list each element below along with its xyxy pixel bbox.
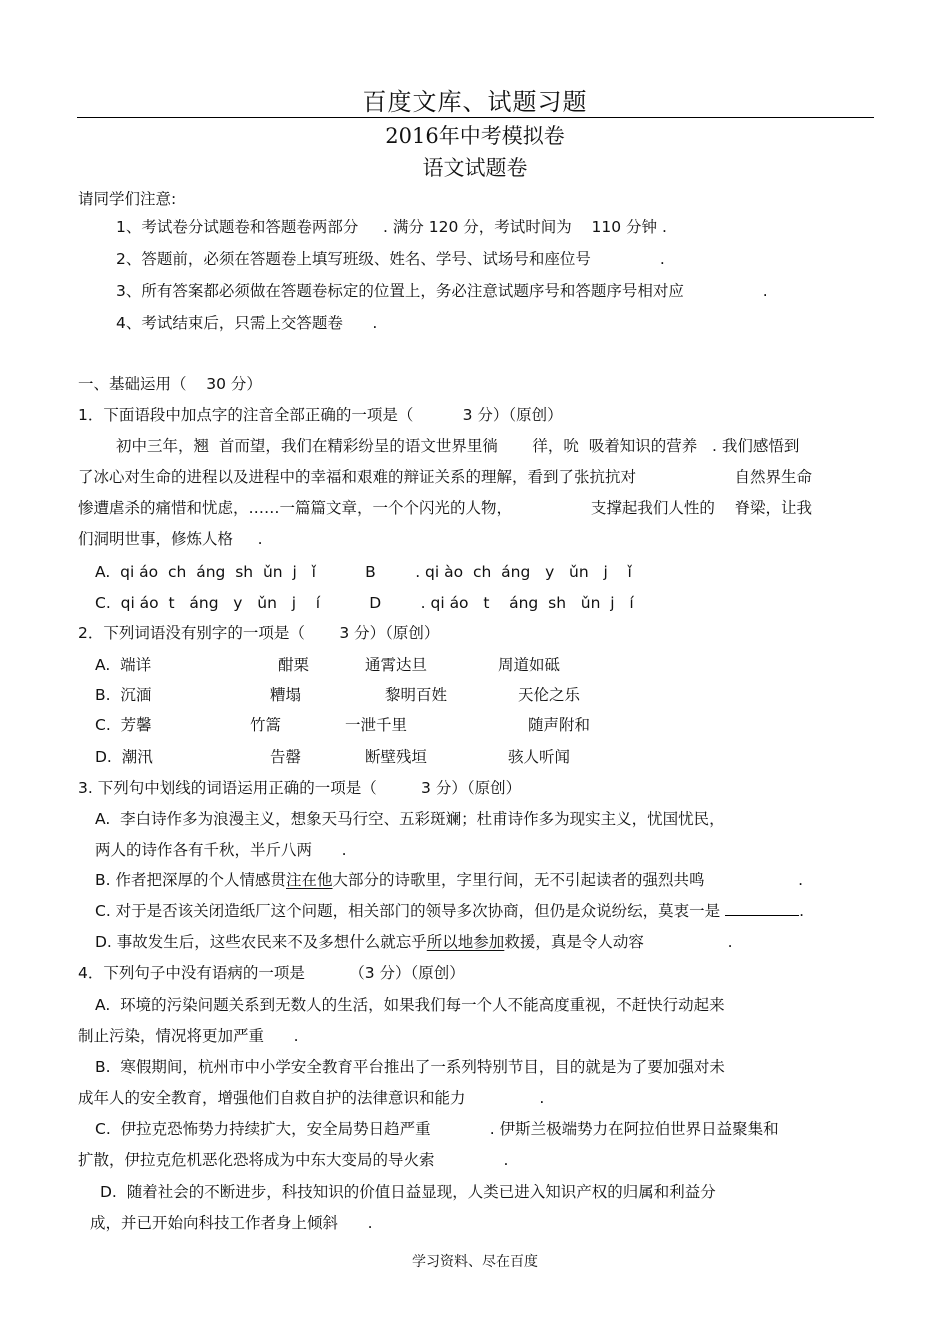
q3-d-underlined: 所以地参加 bbox=[426, 933, 505, 951]
q2-word: 黎明百姓 bbox=[385, 686, 448, 704]
q3-d-text: D. 事故发生后，这些农民来不及多想什么就忘乎 bbox=[95, 933, 427, 951]
header-divider bbox=[77, 117, 874, 118]
notice-item: 1、考试卷分试题卷和答题卷两部分 . 满分 120 分，考试时间为 110 分钟 . bbox=[116, 218, 667, 236]
section-heading: 一、基础运用（ 30 分） bbox=[78, 375, 262, 393]
q4-line: D. 随着社会的不断进步，科技知识的价值日益显现，人类已进入知识产权的归属和利益分 bbox=[100, 1183, 716, 1201]
q2-word: 天伦之乐 bbox=[518, 686, 581, 704]
exam-title: 2016年中考模拟卷 bbox=[385, 124, 565, 148]
notice-item: 3、所有答案都必须做在答题卷标定的位置上，务必注意试题序号和答题序号相对应 . bbox=[116, 282, 768, 300]
q3-a-end: . bbox=[312, 841, 347, 859]
q4-line: C. 伊拉克恐怖势力持续扩大，安全局势日趋严重 . 伊斯兰极端势力在阿拉伯世界日益聚集和 bbox=[95, 1120, 779, 1138]
notice-heading: 请同学们注意: bbox=[78, 190, 177, 208]
q2-word: 糟塌 bbox=[270, 686, 302, 704]
q4-line: 成，并已开始向科技工作者身上倾斜 . bbox=[90, 1214, 373, 1232]
q1-option-row: A. qi áo ch áng sh ǔn j ǐ B . qi ào ch áng y ǔn j ǐ bbox=[95, 563, 632, 581]
q2-word: 一泄千里 bbox=[345, 716, 408, 734]
q3-option-d bbox=[95, 931, 733, 953]
q2-option: D. 潮汛 bbox=[95, 748, 153, 766]
q3-option-c bbox=[95, 900, 804, 922]
header-title: 百度文库、试题习题 bbox=[362, 88, 588, 116]
q4-line: B. 寒假期间，杭州市中小学安全教育平台推出了一系列特别节目，目的就是为了要加强对未 bbox=[95, 1058, 725, 1076]
q2-word: 告罄 bbox=[270, 748, 302, 766]
q2-word: 骇人听闻 bbox=[508, 748, 571, 766]
q2-option: A. 端详 bbox=[95, 656, 152, 674]
notice-item: 2、答题前，必须在答题卷上填写班级、姓名、学号、试场号和座位号 . bbox=[116, 250, 665, 268]
notice-item: 4、考试结束后，只需上交答题卷 . bbox=[116, 314, 378, 332]
q1-paragraph-line: 了冰心对生命的进程以及进程中的幸福和艰难的辩证关系的理解，看到了张抗抗对 自然界生命 bbox=[78, 468, 813, 486]
q3-b-text: B. 作者把深厚的个人情感贯 bbox=[95, 871, 286, 889]
q2-option: C. 芳馨 bbox=[95, 716, 152, 734]
q3-c-text: C. 对于是否该关闭造纸厂这个问题，相关部门的领导多次协商，但仍是众说纷纭，莫衷一是 bbox=[95, 902, 726, 920]
q1-option-row: C. qi áo t áng y ǔn j í D . qi áo t áng sh ǔn j í bbox=[95, 594, 634, 612]
q3-option-b bbox=[95, 869, 803, 891]
q3-c-end: . bbox=[799, 902, 805, 920]
page-footer: 学习资料、尽在百度 bbox=[412, 1254, 538, 1270]
q3-option-a-cont bbox=[95, 839, 347, 861]
question-stem-1: 1．下面语段中加点字的注音全部正确的一项是（ 3 分）（原创） bbox=[78, 406, 563, 424]
q2-option: B. 沉湎 bbox=[95, 686, 152, 704]
q2-word: 酣栗 bbox=[278, 656, 310, 674]
q3-a-text: 两人的诗作各有千秋，半斤八两 bbox=[95, 841, 313, 859]
q2-word: 周道如砥 bbox=[498, 656, 561, 674]
question-stem-2: 2．下列词语没有别字的一项是（ 3 分）（原创） bbox=[78, 624, 440, 642]
q2-word: 随声附和 bbox=[528, 716, 591, 734]
q1-paragraph-line: 们洞明世事，修炼人格 . bbox=[78, 530, 263, 548]
question-stem-4: 4．下列句子中没有语病的一项是 （3 分）（原创） bbox=[78, 964, 465, 982]
q4-line: 扩散，伊拉克危机恶化恐将成为中东大变局的导火索 . bbox=[78, 1151, 509, 1169]
q4-line: A. 环境的污染问题关系到无数人的生活，如果我们每一个人不能高度重视，不赶快行动起来 bbox=[95, 996, 725, 1014]
q1-paragraph-line: 初中三年，翘 首而望，我们在精彩纷呈的语文世界里徜 徉，吮 吸着知识的营养 . 我们感悟到 bbox=[116, 437, 800, 455]
q1-paragraph-line: 惨遭虐杀的痛惜和忧虑，……一篇篇文章，一个个闪光的人物， 支撑起我们人性的 脊梁，让我 bbox=[78, 499, 813, 517]
q3-option-a: A. 李白诗作多为浪漫主义，想象天马行空、五彩斑斓；杜甫诗作多为现实主义，忧国忧民， bbox=[95, 810, 725, 828]
q3-b-rest: 大部分的诗歌里，字里行间，无不引起读者的强烈共鸣 . bbox=[332, 871, 804, 889]
q3-d-rest: 救援，真是令人动容 . bbox=[504, 933, 733, 951]
q3-c-blank bbox=[725, 901, 799, 916]
q3-b-underlined: 注在他 bbox=[286, 871, 333, 889]
question-stem-3: 3. 下列句中划线的词语运用正确的一项是（ 3 分）（原创） bbox=[78, 779, 522, 797]
q2-word: 竹篙 bbox=[250, 716, 282, 734]
q4-line: 成年人的安全教育，增强他们自救自护的法律意识和能力 . bbox=[78, 1089, 545, 1107]
q2-word: 通霄达旦 bbox=[365, 656, 428, 674]
q2-word: 断壁残垣 bbox=[365, 748, 428, 766]
exam-subtitle: 语文试题卷 bbox=[422, 156, 528, 180]
q4-line: 制止污染，情况将更加严重 . bbox=[78, 1027, 299, 1045]
